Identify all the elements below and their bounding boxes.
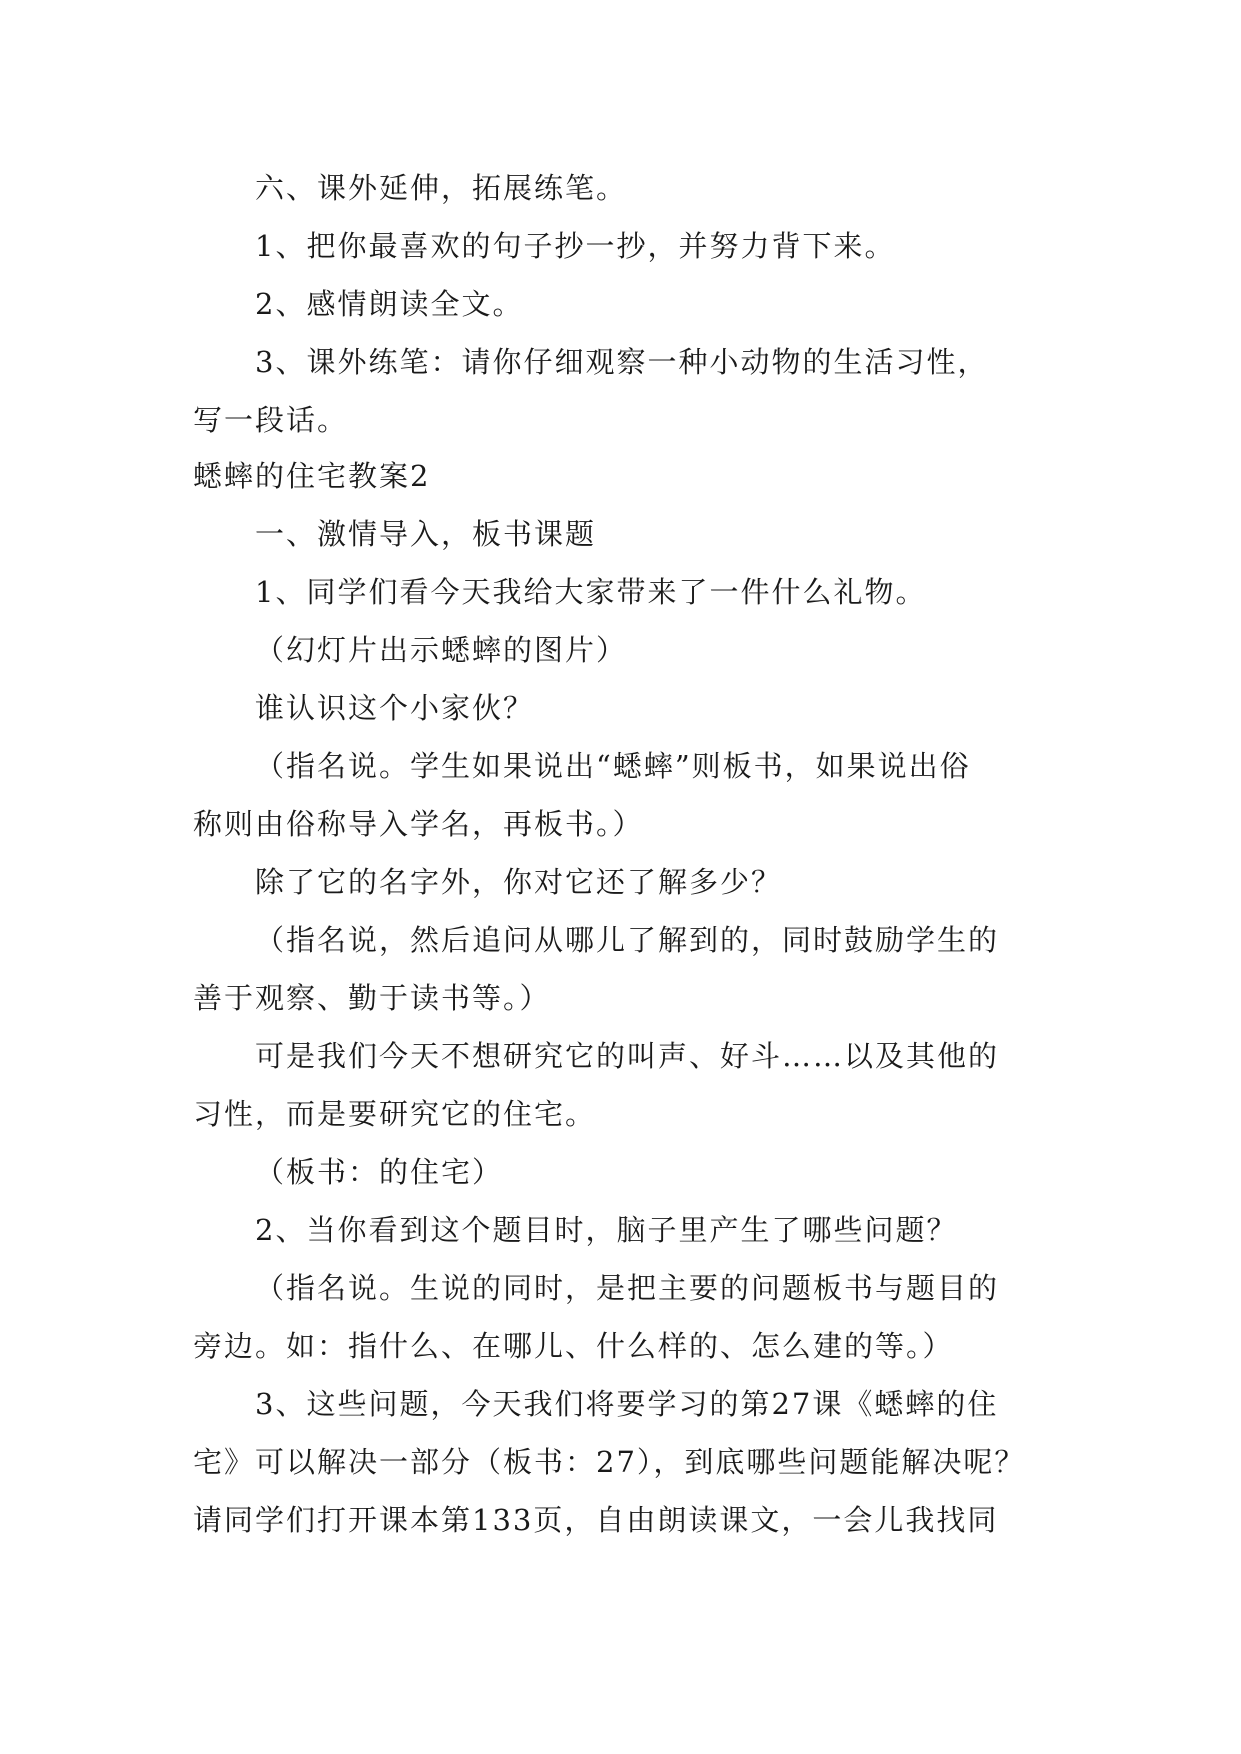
document-title: 蟋蟀的住宅教案2 (193, 459, 431, 493)
list-item: 3、这些问题，今天我们将要学习的第27课《蟋蟀的住 (255, 1387, 999, 1421)
paragraph-line: 宅》可以解决一部分（板书：27），到底哪些问题能解决呢？ (193, 1445, 1026, 1479)
section-heading: 一、激情导入，板书课题 (255, 517, 597, 551)
paragraph-line: （指名说，然后追问从哪儿了解到的，同时鼓励学生的 (255, 923, 1000, 957)
list-item: 2、感情朗读全文。 (255, 287, 524, 321)
list-item: 2、当你看到这个题目时，脑子里产生了哪些问题？ (255, 1213, 958, 1247)
section-heading: 六、课外延伸，拓展练笔。 (255, 171, 628, 205)
paragraph-line: 旁边。如：指什么、在哪儿、什么样的、怎么建的等。） (193, 1329, 954, 1363)
paragraph-line: （指名说。生说的同时，是把主要的问题板书与题目的 (255, 1271, 1000, 1305)
paragraph-line: （指名说。学生如果说出“蟋蟀”则板书，如果说出俗 (255, 749, 971, 783)
paragraph-line: 称则由俗称导入学名，再板书。） (193, 807, 644, 841)
paragraph-line: 除了它的名字外，你对它还了解多少？ (255, 865, 783, 899)
paragraph-line: 习性，而是要研究它的住宅。 (193, 1097, 597, 1131)
paragraph-line: 谁认识这个小家伙？ (255, 691, 535, 725)
paragraph-line: 善于观察、勤于读书等。） (193, 981, 551, 1015)
list-item: 1、把你最喜欢的句子抄一抄，并努力背下来。 (255, 229, 896, 263)
paragraph-line: 写一段话。 (193, 403, 349, 437)
paragraph-line: （板书：的住宅） (255, 1155, 504, 1189)
paragraph-line: （幻灯片出示蟋蟀的图片） (255, 633, 628, 667)
list-item: 3、课外练笔：请你仔细观察一种小动物的生活习性， (255, 345, 989, 379)
paragraph-line: 可是我们今天不想研究它的叫声、好斗……以及其他的 (255, 1039, 1000, 1073)
list-item: 1、同学们看今天我给大家带来了一件什么礼物。 (255, 575, 927, 609)
paragraph-line: 请同学们打开课本第133页，自由朗读课文，一会儿我找同 (193, 1503, 999, 1537)
